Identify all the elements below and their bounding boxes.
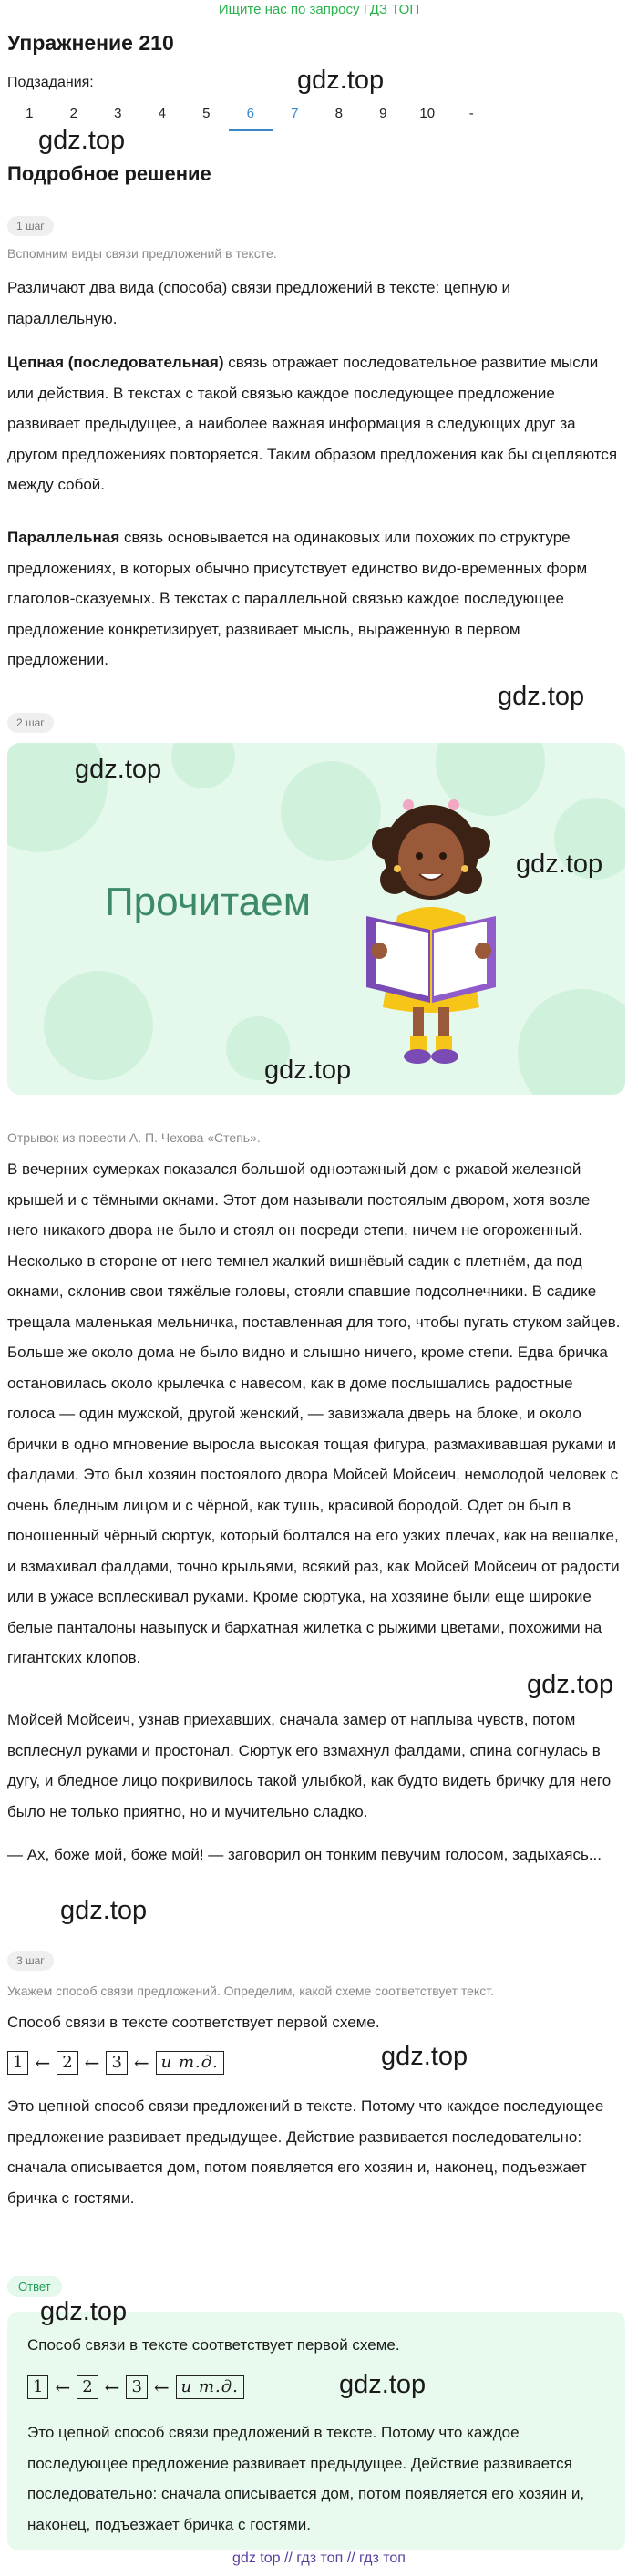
section-title: Подробное решение <box>7 162 211 185</box>
step-badge-2: 2 шаг <box>7 713 54 733</box>
watermark: gdz.top <box>60 1896 148 1925</box>
read-illustration-card <box>7 743 625 1095</box>
watermark: gdz.top <box>527 1670 614 1699</box>
subtask-tab-2[interactable]: 2 <box>69 106 77 121</box>
scheme-box: 2 <box>57 2051 77 2075</box>
term-chain: Цепная (последовательная) <box>7 354 224 371</box>
left-arrow-icon: ← <box>133 2052 149 2074</box>
subtask-tab-7[interactable]: 7 <box>291 106 299 121</box>
left-arrow-icon: ← <box>104 2376 120 2398</box>
footer-links[interactable]: gdz top // гдз топ // гдз топ <box>232 2550 406 2566</box>
subtask-tab-5[interactable]: 5 <box>202 106 211 121</box>
subtask-tab-8[interactable]: 8 <box>334 106 343 121</box>
chain-scheme <box>7 2051 224 2075</box>
watermark: gdz.top <box>297 66 385 95</box>
scheme-box: 1 <box>7 2051 28 2075</box>
term-parallel: Параллельная <box>7 529 120 546</box>
left-arrow-icon: ← <box>35 2052 51 2074</box>
subtask-tab-9[interactable]: 9 <box>379 106 387 121</box>
page-title: Упражнение 210 <box>7 31 174 55</box>
paragraph: Это цепной способ связи предложений в тексте. Потому что каждое последующее предложение развивает предыдущее. Действие развивается последовательно: сначала описывается дом, потом появляется его хозяин и, наконец, подъезжает бричка с гостями. <box>7 2097 604 2207</box>
scheme-box-etc: и т.д. <box>156 2051 224 2075</box>
subtask-tab-10[interactable]: 10 <box>419 106 436 121</box>
paragraph-parallel <box>7 522 623 675</box>
subtask-tab-3[interactable]: 3 <box>114 106 122 121</box>
paragraph-text: связь основывается на одинаковых или похожих по структуре предложениях, в которых обычно присутствует единство видо-временных форм глаголов-сказуемых. В текстах с параллельной связью каждое последующее предложение конкретизирует, развивает мысль, выраженную в первом предложении. <box>7 529 588 668</box>
promo-banner[interactable]: Ищите нас по запросу ГДЗ ТОП <box>218 2 420 17</box>
step-note: Укажем способ связи предложений. Определим, какой схеме соответствует текст. <box>7 1984 494 1998</box>
watermark: gdz.top <box>75 755 162 784</box>
girl-reading-illustration <box>363 779 499 1080</box>
excerpt-paragraph: — Ах, боже мой, боже мой! — заговорил он тонким певучим голосом, задыхаясь... <box>7 1846 602 1863</box>
left-arrow-icon: ← <box>153 2376 170 2398</box>
left-arrow-icon: ← <box>55 2376 71 2398</box>
answer-badge: Ответ <box>7 2276 62 2297</box>
watermark: gdz.top <box>38 126 126 155</box>
paragraph: Способ связи в тексте соответствует первой схеме. <box>7 2014 380 2031</box>
subtask-tab-6-active[interactable]: 6 <box>229 104 273 131</box>
excerpt-source: Отрывок из повести А. П. Чехова «Степь». <box>7 1130 261 1145</box>
watermark: gdz.top <box>516 850 603 879</box>
answer-chain-scheme <box>27 2375 244 2399</box>
card-title: Прочитаем <box>105 880 311 924</box>
step-badge-1: 1 шаг <box>7 216 54 236</box>
watermark: gdz.top <box>40 2297 128 2326</box>
scheme-box: 3 <box>106 2051 127 2075</box>
scheme-box: 2 <box>77 2375 98 2399</box>
subtasks-label: Подзадания: <box>7 75 94 90</box>
subtask-tab-1[interactable]: 1 <box>26 106 34 121</box>
answer-paragraph: Это цепной способ связи предложений в тексте. Потому что каждое последующее предложение развивает предыдущее. Действие развивается последовательно: сначала описывается дом, потом появляется его хозяин и, наконец, подъезжает бричка с гостями. <box>27 2424 585 2533</box>
step-badge-3: 3 шаг <box>7 1951 54 1971</box>
watermark: gdz.top <box>381 2042 468 2071</box>
left-arrow-icon: ← <box>84 2052 100 2074</box>
scheme-box-etc: и т.д. <box>176 2375 244 2399</box>
paragraph: Различают два вида (способа) связи предложений в тексте: цепную и параллельную. <box>7 279 510 327</box>
paragraph-chain <box>7 347 623 500</box>
watermark: gdz.top <box>264 1056 352 1085</box>
excerpt-paragraph: Мойсей Мойсеич, узнав приехавших, сначала замер от наплыва чувств, потом всплеснул руками и простонал. Сюртук его взмахнул фалдами, спина согнулась в дугу, и бледное лицо покривилось такой улыбкой, как будто видеть бричку для него было не только приятно, но и мучительно сладко. <box>7 1711 612 1820</box>
paragraph-text: связь отражает последовательное развитие мысли или действия. В текстах с такой связью каждое последующее предложение развивает предыдущее, а наиболее важная информация в следующих друг за другом предложениях повторяется. Таким образом предложения как бы сцепляются между собой. <box>7 354 618 493</box>
watermark: gdz.top <box>498 682 585 711</box>
scheme-box: 3 <box>126 2375 147 2399</box>
step-note: Вспомним виды связи предложений в тексте. <box>7 246 277 261</box>
answer-paragraph: Способ связи в тексте соответствует первой схеме. <box>27 2336 400 2354</box>
scheme-box: 1 <box>27 2375 48 2399</box>
excerpt-paragraph: В вечерних сумерках показался большой одноэтажный дом с ржавой железной крышей и с тёмными окнами. Этот дом называли постоялым двором, хотя возле него никакого двора не было и стоял он посреди степи, ничем не огороженный. Несколько в стороне от него темнел жалкий вишнёвый садик с плетнём, да под окнами, склонив свои тяжёлые головы, стояли спавшие подсолнечники. В садике трещала маленькая мельничка, поставленная для того, чтобы пугать стуком зайцев. Больше же около дома не было видно и слышно ничего, кроме степи. Едва бричка остановилась около крылечка с навесом, как в доме послышались радостные голоса — один мужской, другой женский, — завизжала дверь на блоке, и около брички в одно мгновение выросла высокая тощая фигура, размахивавшая руками и фалдами. Это был хозяин постоялого двора Мойсей Мойсеич, немолодой человек с очень бледным лицом и с чёрной, как тушь, красивой бородой. Одет он был в поношенный чёрный сюртук, который болтался на его узких плечах, как на вешалке, и взмахивал фалдами, точно крыльями, всякий раз, как Мойсей Мойсеич от радости или в ужасе всплескивал руками. Кроме сюртука, на хозяине были еще широкие белые панталоны навыпуск и бархатная жилетка с рыжими цветами, похожими на гигантских клопов. <box>7 1160 621 1666</box>
watermark: gdz.top <box>339 2370 427 2399</box>
subtask-tab-more[interactable]: - <box>468 106 474 121</box>
subtask-tab-4[interactable]: 4 <box>158 106 166 121</box>
